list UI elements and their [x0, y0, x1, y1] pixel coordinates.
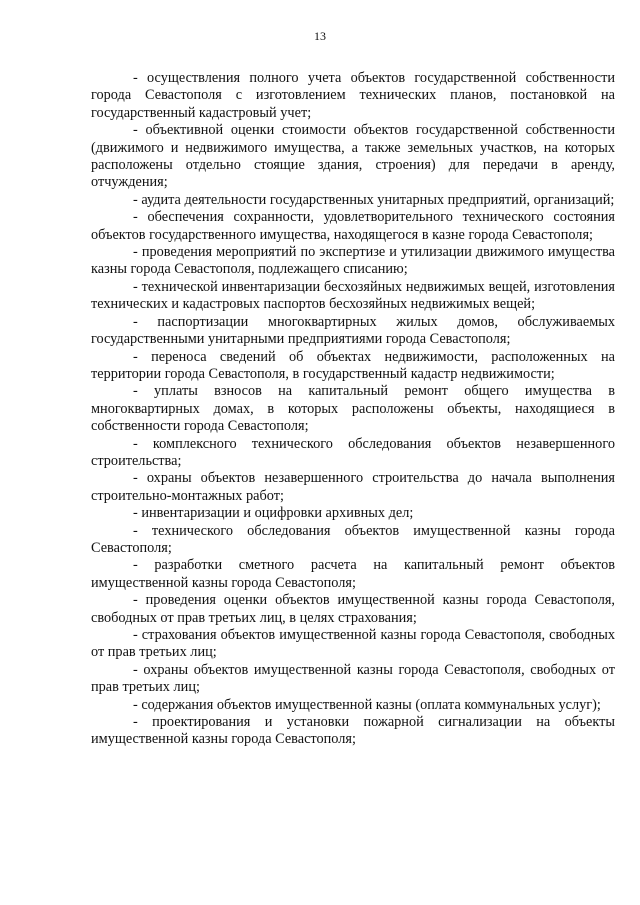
document-body [91, 70, 615, 749]
list-item: - комплексного технического обследования объектов незавершенного строительства; [91, 435, 615, 469]
list-item: - паспортизации многоквартирных жилых домов, обслуживаемых государственными унитарными предприятиями города Севастополя; [91, 313, 615, 348]
list-item: - обеспечения сохранности, удовлетворительного технического состояния объектов государственного имущества, находящегося в казне города Севастополя; [91, 209, 615, 243]
list-item: - уплаты взносов на капитальный ремонт общего имущества в многоквартирных домах, в которых расположены объекты, находящиеся в собственности города Севастополя; [91, 383, 615, 435]
list-item: - проведения мероприятий по экспертизе и утилизации движимого имущества казны города Севастополя, подлежащего списанию; [91, 244, 615, 278]
list-item: - осуществления полного учета объектов государственной собственности города Севастополя с изготовлением технических планов, постановкой на государственный кадастровый учет; [91, 70, 615, 121]
list-item: - проектирования и установки пожарной сигнализации на объекты имущественной казны города Севастополя; [91, 714, 615, 748]
list-item: - содержания объектов имущественной казны (оплата коммунальных услуг); [133, 696, 601, 713]
list-item: - технической инвентаризации бесхозяйных недвижимых вещей, изготовления технических и кадастровых паспортов бесхозяйных недвижимых вещей; [91, 278, 615, 313]
list-item: - разработки сметного расчета на капитальный ремонт объектов имущественной казны города Севастополя; [91, 557, 615, 591]
list-item: - переноса сведений об объектах недвижимости, расположенных на территории города Севастополя, в государственный кадастр недвижимости; [91, 348, 615, 382]
list-item: - технического обследования объектов имущественной казны города Севастополя; [91, 522, 615, 556]
list-item: - объективной оценки стоимости объектов государственной собственности (движимого и недвижимого имущества, а также земельных участков, на которых расположены отдельно стоящие здания, строения) для передачи в аренду, отчуждения; [91, 122, 615, 191]
list-item: - страхования объектов имущественной казны города Севастополя, свободных от прав третьих лиц; [91, 627, 615, 661]
list-item: - проведения оценки объектов имущественной казны города Севастополя, свободных от прав третьих лиц, в целях страхования; [91, 592, 615, 626]
list-item: - охраны объектов незавершенного строительства до начала выполнения строительно-монтажных работ; [91, 470, 615, 504]
list-item: - аудита деятельности государственных унитарных предприятий, организаций; [133, 191, 615, 208]
list-item: - инвентаризации и оцифровки архивных дел; [133, 505, 414, 522]
page-number: 13 [314, 29, 326, 43]
list-item: - охраны объектов имущественной казны города Севастополя, свободных от прав третьих лиц; [91, 661, 615, 696]
